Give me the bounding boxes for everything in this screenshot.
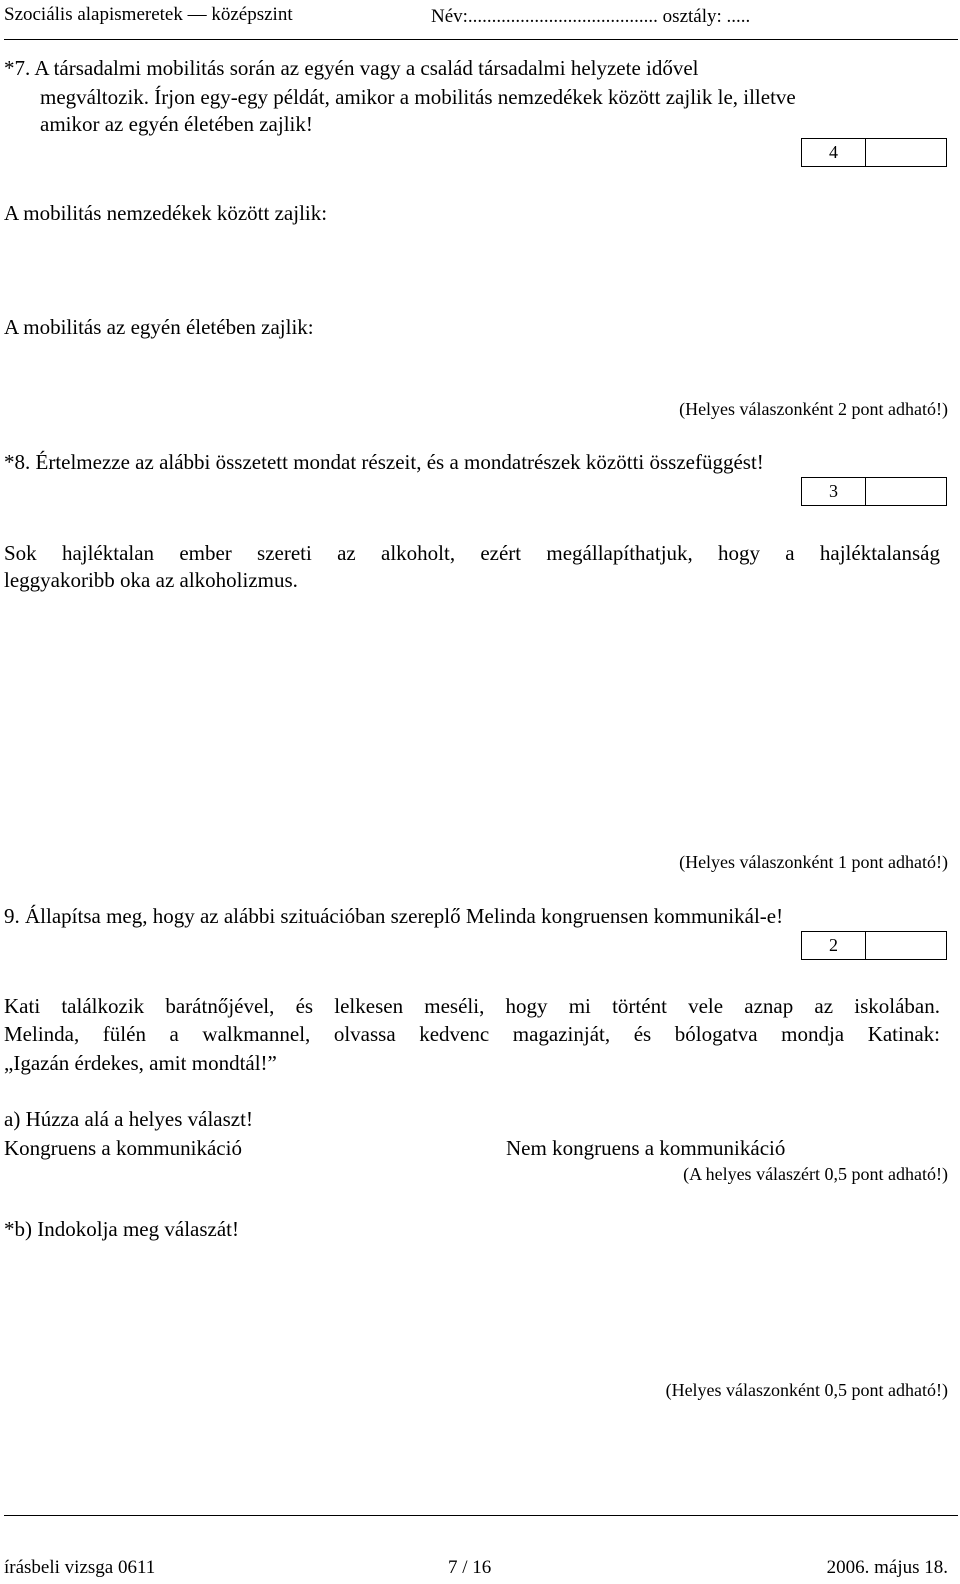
q8-sentence-line2: leggyakoribb oka az alkoholizmus.	[4, 568, 298, 592]
q8-earned-score-cell	[866, 478, 946, 505]
q9-score-box	[801, 931, 947, 960]
q7-line1: *7. A társadalmi mobilitás során az egyén vagy a család társadalmi helyzete idővel	[4, 56, 699, 80]
q7-points-note: (Helyes válaszonként 2 pont adható!)	[679, 399, 948, 419]
q7-score-box	[801, 138, 947, 167]
q9-part-a-note: (A helyes válaszért 0,5 pont adható!)	[683, 1164, 948, 1184]
q8-max-score: 3	[802, 478, 866, 505]
q9-earned-score-cell	[866, 932, 946, 959]
header-name-class: Név:........................................ osztály: .....	[431, 6, 751, 27]
footer-page-number: 7 / 16	[448, 1557, 492, 1578]
footer-exam-code: írásbeli vizsga 0611	[4, 1557, 156, 1578]
q8-score-box	[801, 477, 947, 506]
q7-earned-score-cell	[866, 139, 946, 166]
q8-question: *8. Értelmezze az alábbi összetett mondat részeit, és a mondatrészek közötti összefüggést!	[4, 450, 764, 474]
q7-generations-label: A mobilitás nemzedékek között zajlik:	[4, 201, 328, 225]
q8-points-note: (Helyes válaszonként 1 pont adható!)	[679, 852, 948, 872]
q9-situation-line3: „Igazán érdekes, amit mondtál!”	[4, 1051, 277, 1075]
q9-question: 9. Állapítsa meg, hogy az alábbi szituációban szereplő Melinda kongruensen kommunikál-e!	[4, 904, 784, 928]
q9-situation-line1: Kati találkozik barátnőjével, és lelkesen meséli, hogy mi történt vele aznap az iskolában.	[4, 994, 940, 1018]
footer-date: 2006. május 18.	[826, 1557, 948, 1578]
q9-part-b: *b) Indokolja meg válaszát!	[4, 1217, 239, 1241]
q9-situation-line2: Melinda, fülén a walkmannel, olvassa kedvenc magazinját, és bólogatva mondja Katinak:	[4, 1022, 940, 1046]
q9-part-b-note: (Helyes válaszonként 0,5 pont adható!)	[665, 1380, 948, 1400]
q9-option-congruent[interactable]: Kongruens a kommunikáció	[4, 1136, 242, 1160]
q7-individual-label: A mobilitás az egyén életében zajlik:	[4, 315, 314, 339]
q7-line2: megváltozik. Írjon egy-egy példát, amikor a mobilitás nemzedékek között zajlik le, illetve	[40, 85, 796, 109]
q9-max-score: 2	[802, 932, 866, 959]
q7-line3: amikor az egyén életében zajlik!	[40, 112, 313, 136]
q8-sentence-line1: Sok hajléktalan ember szereti az alkoholt, ezért megállapíthatjuk, hogy a hajléktalanság	[4, 541, 940, 565]
footer-rule	[4, 1515, 958, 1516]
q7-max-score: 4	[802, 139, 866, 166]
header-subject: Szociális alapismeretek — középszint	[4, 4, 293, 25]
q9-option-not-congruent[interactable]: Nem kongruens a kommunikáció	[506, 1136, 786, 1160]
header-rule	[4, 39, 958, 40]
q9-part-a: a) Húzza alá a helyes választ!	[4, 1107, 253, 1131]
